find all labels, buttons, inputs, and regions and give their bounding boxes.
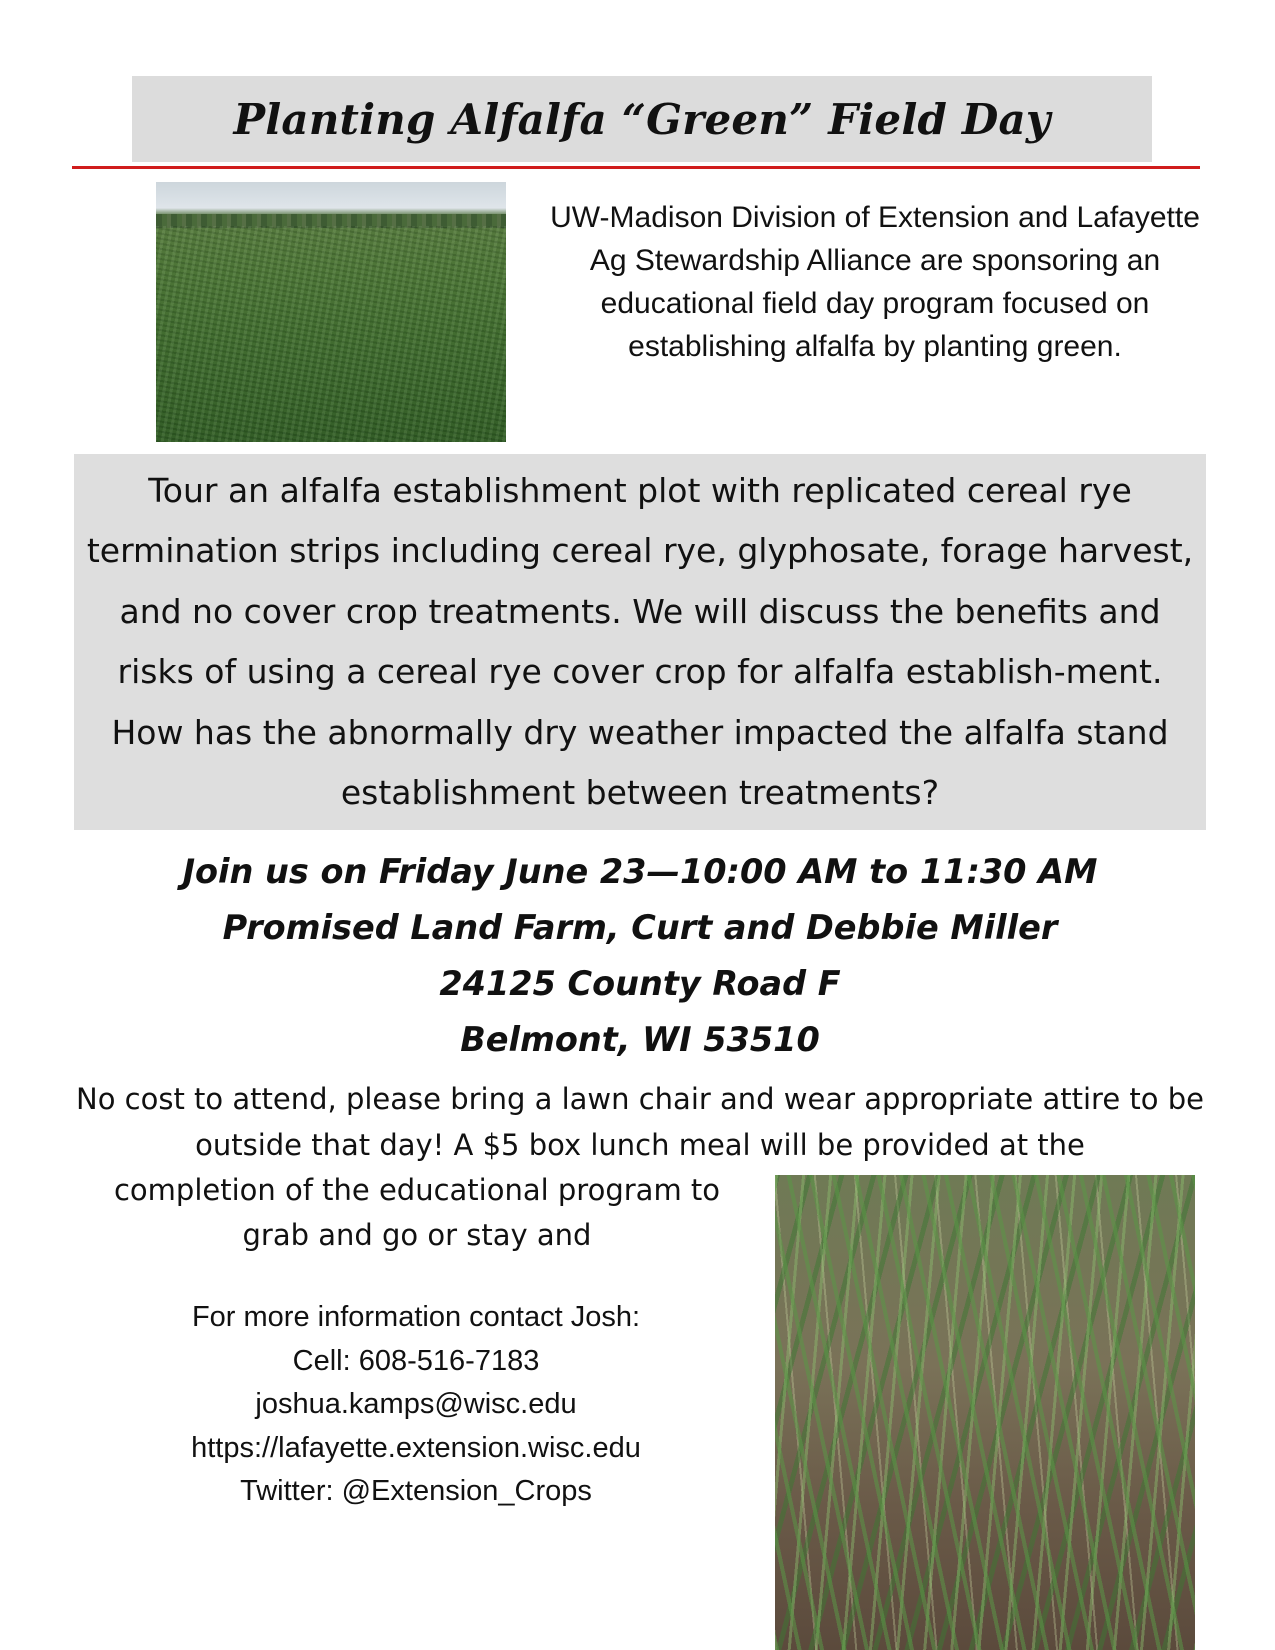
event-host: Promised Land Farm, Curt and Debbie Miller [222, 908, 1058, 947]
cost-note-continued: completion of the educational program to grab and go or stay and [113, 1173, 721, 1252]
cost-note: No cost to attend, please bring a lawn chair and wear appropriate attire to be outside that day! A $5 box lunch meal will be provided at the [76, 1082, 1204, 1162]
event-date-time: Join us on Friday June 23—10:00 AM to 11:30 AM [182, 852, 1098, 891]
page-title: Planting Alfalfa “Green” Field Day [233, 94, 1051, 144]
alfalfa-field-photo [156, 182, 506, 442]
contact-cell: Cell: 608-516-7183 [292, 1344, 540, 1377]
event-details [74, 844, 1206, 1068]
red-divider-rule [72, 166, 1200, 169]
contact-info [116, 1296, 716, 1514]
tour-description: Tour an alfalfa establishment plot with replicated cereal rye termination strips including cereal rye, glyphosate, forage harvest, and no cover crop treatments. We will discuss the benefits and risks of using a cereal rye cover crop for alfalfa establish-ment. How has the abnormally dry weather impacted the alfalfa stand establishment between treatments? [86, 470, 1194, 812]
contact-twitter[interactable]: Twitter: @Extension_Crops [240, 1475, 592, 1507]
tour-description-panel [74, 454, 1206, 830]
intro-paragraph: UW-Madison Division of Extension and Lafayette Ag Stewardship Alliance are sponsoring an educational field day program focused on establishing alfalfa by planting green. [550, 201, 1200, 363]
contact-email-link[interactable]: joshua.kamps@wisc.edu [255, 1388, 577, 1420]
title-banner [132, 76, 1152, 162]
contact-website-link[interactable]: https://lafayette.extension.wisc.edu [191, 1431, 641, 1464]
contact-heading: For more information contact Josh: [191, 1301, 641, 1333]
cereal-rye-plants-photo [775, 1175, 1195, 1650]
event-street-address: 24125 County Road F [439, 964, 841, 1003]
event-city: Belmont, WI 53510 [460, 1020, 820, 1059]
